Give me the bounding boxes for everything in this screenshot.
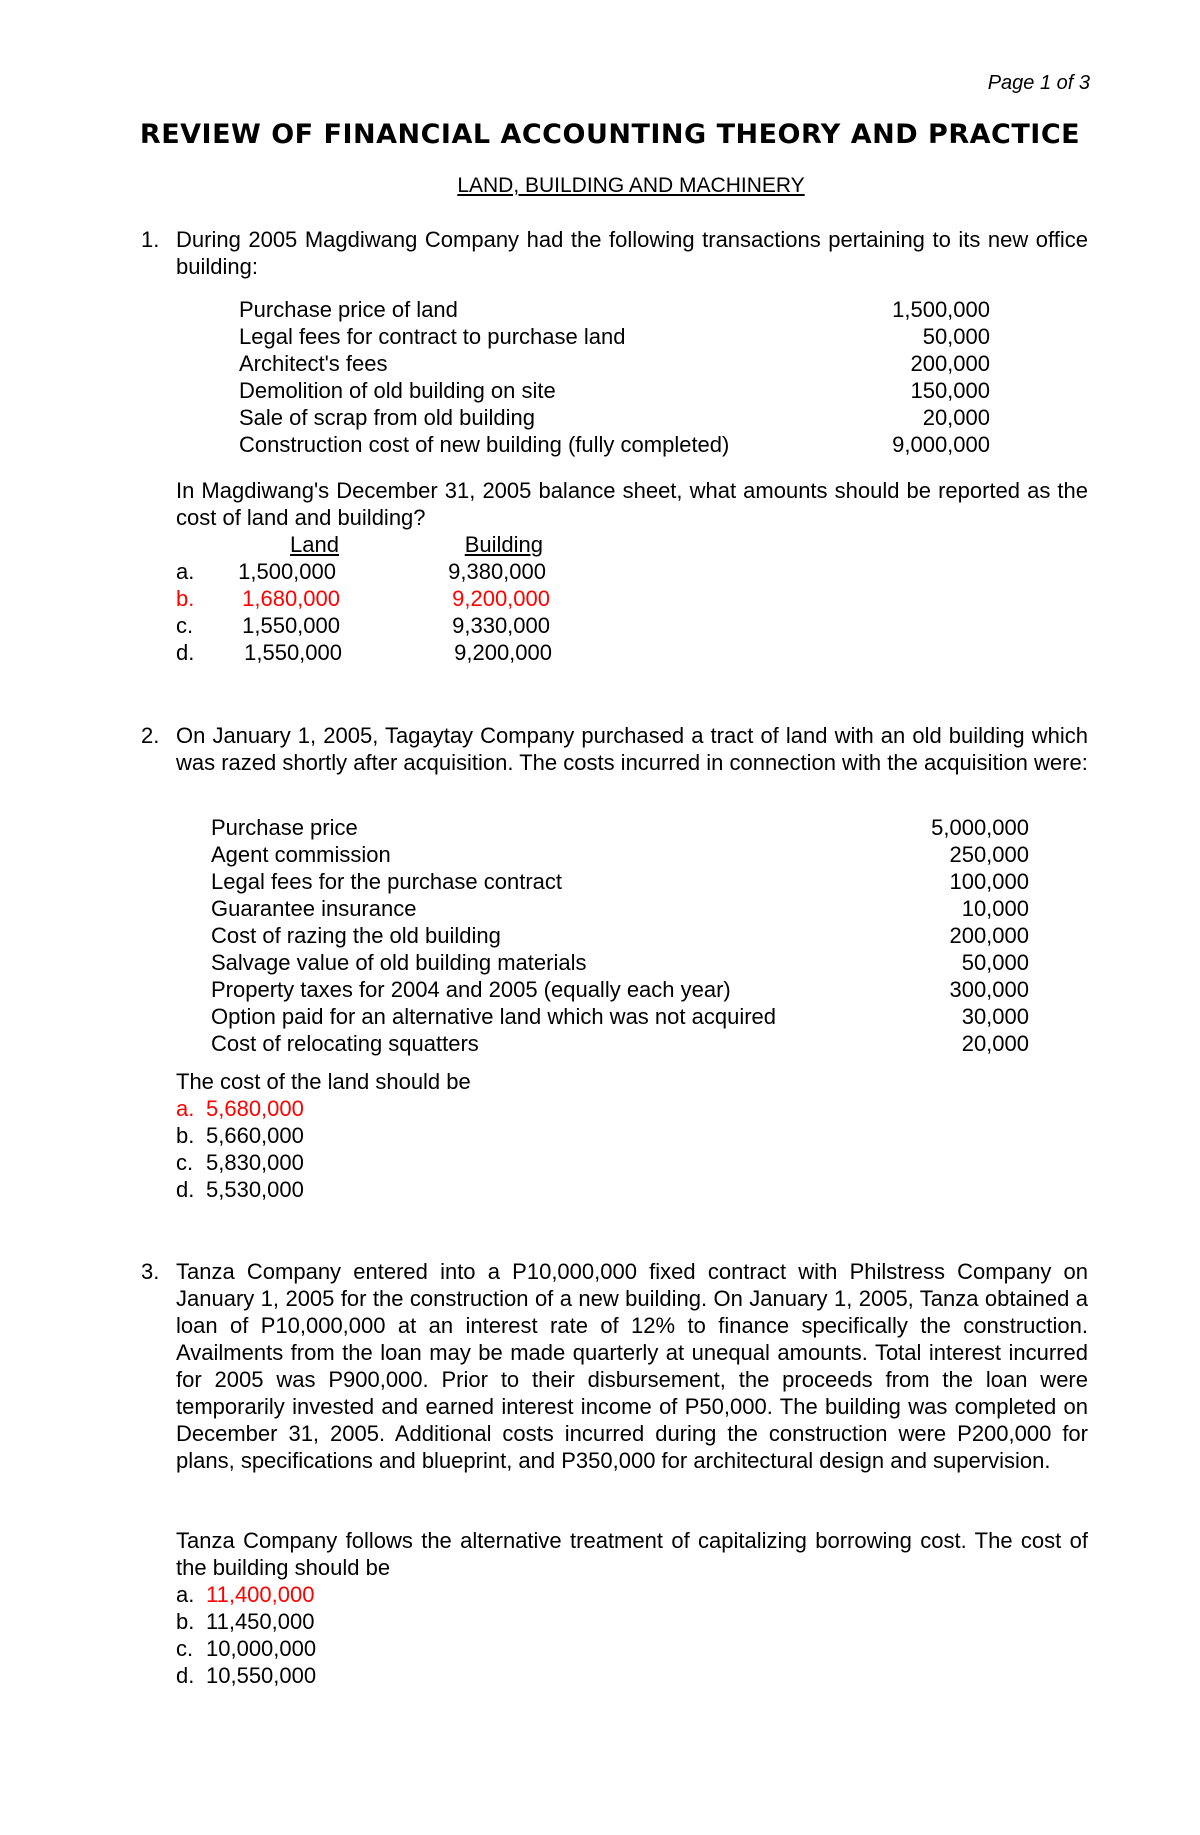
question-3-choices [176, 1581, 476, 1689]
question-2-number: 2. [141, 723, 160, 748]
question-1-stem: During 2005 Magdiwang Company had the following transactions pertaining to its new office building: [176, 227, 1088, 279]
question-1-prompt: In Magdiwang's December 31, 2005 balance sheet, what amounts should be reported as the cost of land and building? [176, 478, 1088, 530]
cost-item: Architect's fees 200,000 [239, 351, 990, 376]
choice-a-correct[interactable]: a. 5,680,000 [176, 1096, 304, 1121]
page-number: Page 1 of 3 [987, 72, 1090, 94]
cost-item: Legal fees for the purchase contract 100,000 [211, 869, 1029, 894]
choice-d[interactable]: d. 1,550,000 9,200,000 [176, 640, 552, 665]
cost-item: Sale of scrap from old building 20,000 [239, 405, 990, 430]
question-3-prompt: Tanza Company follows the alternative treatment of capitalizing borrowing cost. The cost of the building should be [176, 1528, 1088, 1580]
choice-b-correct[interactable]: b. 1,680,000 9,200,000 [176, 586, 550, 611]
choice-b[interactable]: b. 5,660,000 [176, 1123, 304, 1148]
question-3-stem: Tanza Company entered into a P10,000,000 fixed contract with Philstress Company on January 1, 2005 for the construction of a new building. On January 1, 2005, Tanza obtained a loan of P10,000,000 at an interest rate of 12% to finance specifically the construction. Availments from the loan may be made quarterly at unequal amounts. Total interest incurred for 2005 was P900,000. Prior to their disbursement, the proceeds from the loan were temporarily invested and earned interest income of P50,000. The building was completed on December 31, 2005. Additional costs incurred during the construction were P200,000 for plans, specifications and blueprint, and P350,000 for architectural design and supervision. [176, 1259, 1088, 1473]
page-title: REVIEW OF FINANCIAL ACCOUNTING THEORY AND PRACTICE [139, 119, 1081, 150]
cost-item: Construction cost of new building (fully completed) 9,000,000 [239, 432, 990, 457]
cost-item: Purchase price of land 1,500,000 [239, 297, 990, 322]
cost-item: Agent commission 250,000 [211, 842, 1029, 867]
choice-b[interactable]: b. 11,450,000 [176, 1609, 315, 1634]
cost-item: Cost of razing the old building 200,000 [211, 923, 1029, 948]
cost-item: Guarantee insurance 10,000 [211, 896, 1029, 921]
question-2-cost-list [211, 814, 1029, 1057]
question-3-number: 3. [141, 1259, 160, 1284]
column-header-building: Building [464, 532, 543, 557]
question-2-choices [176, 1095, 476, 1203]
choice-d[interactable]: d. 5,530,000 [176, 1177, 304, 1202]
question-1-choices [176, 531, 576, 666]
cost-item: Option paid for an alternative land which was not acquired 30,000 [211, 1004, 1029, 1029]
section-subtitle: LAND, BUILDING AND MACHINERY [457, 174, 805, 197]
choice-c[interactable]: c. 1,550,000 9,330,000 [176, 613, 550, 638]
choice-a[interactable]: a. 1,500,000 9,380,000 [176, 559, 546, 584]
choice-c[interactable]: c. 10,000,000 [176, 1636, 317, 1661]
question-2-prompt: The cost of the land should be [176, 1069, 471, 1094]
cost-item: Cost of relocating squatters 20,000 [211, 1031, 1029, 1056]
choice-a-correct[interactable]: a. 11,400,000 [176, 1582, 315, 1607]
column-header-land: Land [290, 532, 339, 557]
question-2-stem: On January 1, 2005, Tagaytay Company purchased a tract of land with an old building which was razed shortly after acquisition. The costs incurred in connection with the acquisition were: [176, 723, 1088, 775]
choice-d[interactable]: d. 10,550,000 [176, 1663, 317, 1688]
cost-item: Purchase price 5,000,000 [211, 815, 1029, 840]
cost-item: Salvage value of old building materials 50,000 [211, 950, 1029, 975]
cost-item: Legal fees for contract to purchase land 50,000 [239, 324, 990, 349]
choice-c[interactable]: c. 5,830,000 [176, 1150, 304, 1175]
cost-item: Demolition of old building on site 150,000 [239, 378, 990, 403]
cost-item: Property taxes for 2004 and 2005 (equally each year) 300,000 [211, 977, 1029, 1002]
question-1-cost-list [239, 296, 990, 458]
question-1-number: 1. [141, 227, 160, 252]
